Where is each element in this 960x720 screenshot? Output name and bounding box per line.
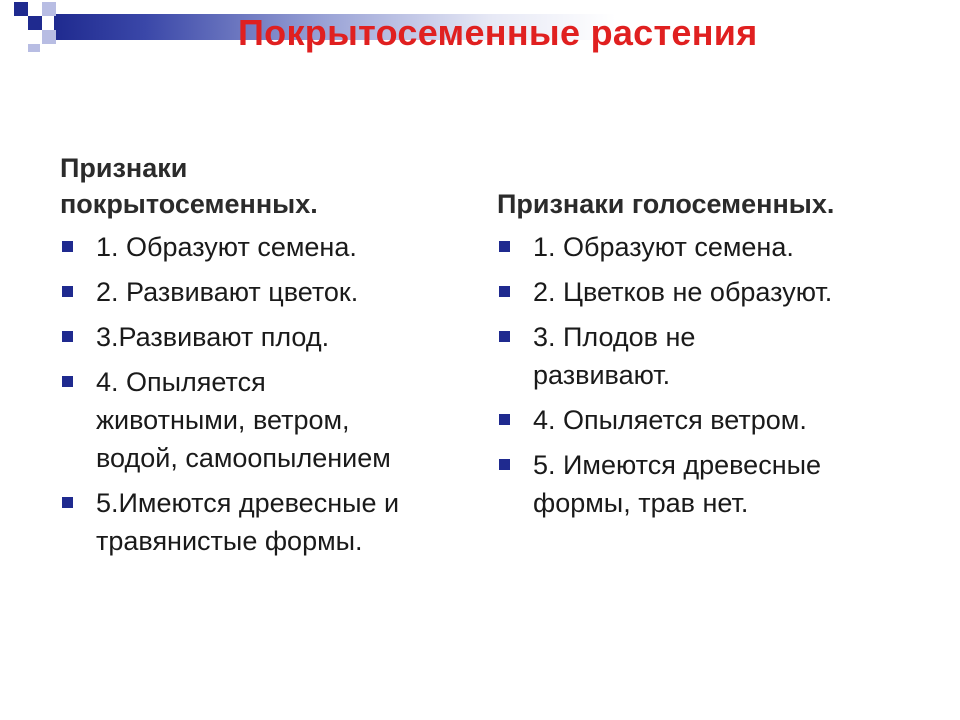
gymnosperm-column — [497, 186, 917, 529]
slide-title: Покрытосеменные растения — [238, 12, 758, 53]
list-item-text: 4. Опыляется — [96, 367, 266, 397]
header-decoration — [0, 0, 960, 52]
list-item-text: водой, самоопылением — [96, 443, 391, 473]
list-item — [497, 228, 917, 266]
bullet-square-icon — [62, 241, 73, 252]
list-item — [60, 228, 470, 266]
bullet-square-icon — [62, 286, 73, 297]
angiosperm-column — [60, 150, 470, 567]
heading-line: покрытосеменных. — [60, 189, 318, 219]
bullet-square-icon — [499, 241, 510, 252]
decor-square — [28, 16, 42, 30]
list-item-text: 1. Образуют семена. — [96, 232, 357, 262]
list-item-text: 2. Развивают цветок. — [96, 277, 359, 307]
gymnosperm-heading: Признаки голосеменных. — [497, 189, 835, 219]
list-item-text: формы, трав нет. — [533, 488, 749, 518]
list-item-text: 5. Имеются древесные — [533, 450, 822, 480]
bullet-square-icon — [499, 459, 510, 470]
list-item-text: 3.Развивают плод. — [96, 322, 330, 352]
decor-square — [42, 30, 56, 44]
list-item — [497, 401, 917, 439]
bullet-square-icon — [62, 497, 73, 508]
list-item-text: животными, ветром, — [96, 405, 350, 435]
bullet-square-icon — [62, 376, 73, 387]
list-item — [497, 273, 917, 311]
list-item — [60, 318, 470, 356]
list-item — [497, 318, 917, 394]
decor-square — [42, 2, 56, 16]
list-item-text: развивают. — [533, 360, 671, 390]
list-item-text: травянистые формы. — [96, 526, 363, 556]
list-item — [60, 363, 470, 477]
list-item-text: 2. Цветков не образуют. — [533, 277, 833, 307]
list-item — [497, 446, 917, 522]
bullet-square-icon — [499, 331, 510, 342]
list-item-text: 5.Имеются древесные и — [96, 488, 400, 518]
list-item-text: 1. Образуют семена. — [533, 232, 794, 262]
angiosperm-list — [60, 228, 470, 560]
gymnosperm-list — [497, 228, 917, 522]
bullet-square-icon — [499, 286, 510, 297]
decor-square — [14, 2, 28, 16]
list-item-text: 4. Опыляется ветром. — [533, 405, 807, 435]
decor-square — [28, 44, 40, 52]
heading-line: Признаки — [60, 153, 188, 183]
bullet-square-icon — [499, 414, 510, 425]
bullet-square-icon — [62, 331, 73, 342]
list-item — [60, 484, 470, 560]
list-item-text: 3. Плодов не — [533, 322, 696, 352]
list-item — [60, 273, 470, 311]
angiosperm-heading — [60, 150, 470, 222]
